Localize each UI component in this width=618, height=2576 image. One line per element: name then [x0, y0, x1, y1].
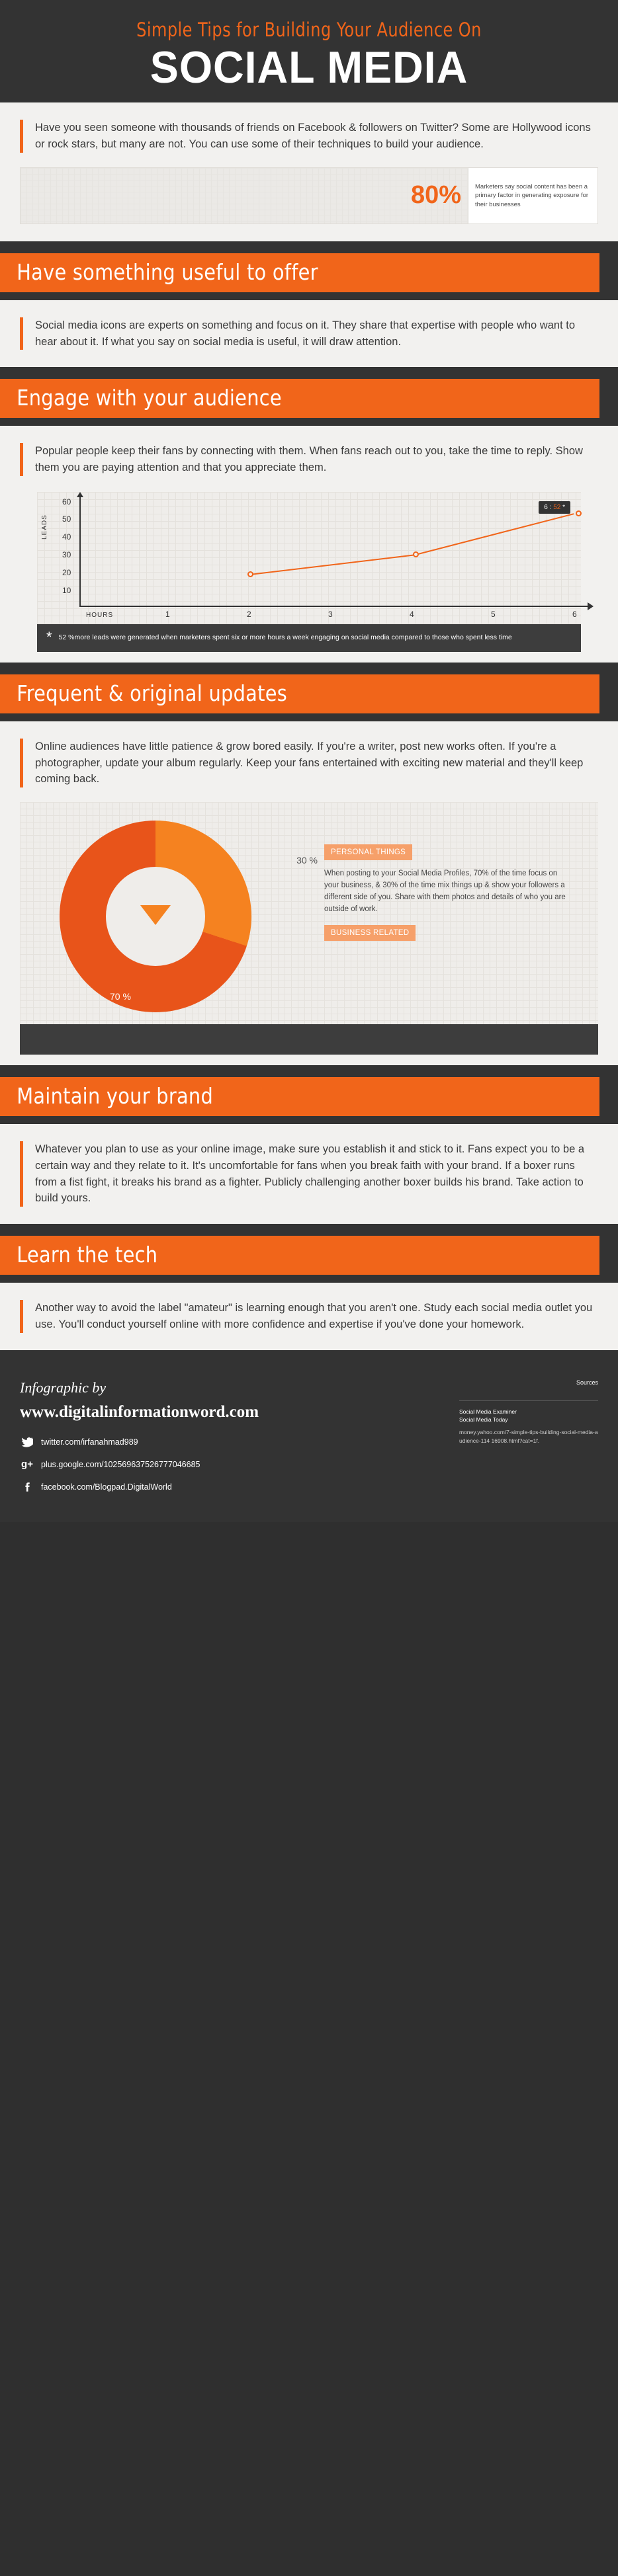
- divider: [0, 418, 618, 426]
- y-axis-label: LEADS: [41, 514, 48, 540]
- header-title: SOCIAL MEDIA: [150, 42, 468, 93]
- divider: [0, 1350, 618, 1362]
- section-panel-tech: [0, 1283, 618, 1350]
- y-tick-20: 20: [62, 567, 71, 577]
- person-icon: [256, 182, 267, 209]
- person-icon: [231, 182, 242, 209]
- section-text-brand: Whatever you plan to use as your online image, make sure you establish it and stick to it. Fans expect you to be a certain way and they relate to it. It's uncomfortable for fans when you break faith with your brand. If a boxer runs from a fist fight, it breaks his brand as a fighter. Publicly challenging another boxer builds his brand. Take action to build yours.: [20, 1141, 598, 1207]
- section-panel-updates: [0, 721, 618, 1065]
- footer-main: [20, 1379, 459, 1502]
- chart-data-point: [413, 551, 419, 557]
- divider: [0, 1116, 618, 1124]
- section-text-tech: Another way to avoid the label "amateur" is learning enough that you aren't one. Study each social media outlet you use. You'll conduct yourself online with more confidence and expertise if you've done your homework.: [20, 1300, 598, 1333]
- donut-graphic: [40, 814, 324, 1019]
- chart-tooltip: [539, 501, 570, 514]
- chart-line-segment: [250, 554, 414, 575]
- donut-label-30: 30 %: [296, 855, 318, 866]
- section-banner-engage: Engage with your audience: [0, 379, 599, 418]
- section-banner-useful: Have something useful to offer: [0, 253, 599, 292]
- y-tick-40: 40: [62, 532, 71, 542]
- source-name-1: Social Media Examiner: [459, 1408, 517, 1415]
- section-panel-useful: [0, 300, 618, 368]
- section-banner-brand: Maintain your brand: [0, 1077, 599, 1116]
- donut-label-70: 70 %: [110, 991, 131, 1002]
- person-icon: [218, 182, 230, 209]
- x-axis: [79, 606, 589, 607]
- footer-byline: Infographic by: [20, 1379, 107, 1396]
- social-label-twitter: twitter.com/irfanahmad989: [41, 1437, 138, 1447]
- x-tick-1: 1: [165, 609, 170, 619]
- section-text-updates: Online audiences have little patience & grow bored easily. If you're a writer, post new works often. If you're a photographer, update your album regularly. Keep your fans entertained with exciting new material and they'll keep coming back.: [20, 739, 598, 787]
- social-link-google-plus[interactable]: [20, 1457, 446, 1472]
- person-icon: [193, 182, 204, 209]
- chart-data-point: [576, 510, 582, 516]
- person-icon: [206, 182, 217, 209]
- posting-mix-donut-chart: [20, 802, 598, 1055]
- divider: [0, 241, 618, 253]
- social-link-twitter[interactable]: [20, 1435, 446, 1449]
- x-tick-3: 3: [328, 609, 333, 619]
- divider: [0, 713, 618, 721]
- chart-footnote-text: 52 %more leads were generated when marketers spent six or more hours a week engaging on social media compared to those who spent less time: [58, 633, 512, 641]
- y-tick-30: 30: [62, 549, 71, 559]
- x-tick-6: 6: [572, 609, 577, 619]
- y-tick-60: 60: [62, 497, 71, 506]
- source-url: money.yahoo.com/7-simple-tips-building-social-media-audience-114 16908.html?cat=1f.: [459, 1429, 598, 1444]
- donut-note: When posting to your Social Media Profiles, 70% of the time focus on your business, & 30% of the time mix things up & show your followers a different side of you. Share with them photos and details of who you are outside of work.: [324, 869, 566, 913]
- chart-plot-area: [37, 492, 581, 624]
- footer: [0, 1362, 618, 1522]
- donut-row: [20, 814, 598, 1019]
- divider: [0, 663, 618, 674]
- person-icon: [93, 182, 104, 209]
- social-link-facebook[interactable]: [20, 1480, 446, 1494]
- stat-percent: 80%: [410, 181, 461, 210]
- y-tick-10: 10: [62, 585, 71, 595]
- divider: [0, 1275, 618, 1283]
- section-panel-brand: [0, 1124, 618, 1224]
- x-tick-5: 5: [491, 609, 496, 619]
- y-tick-50: 50: [62, 514, 71, 524]
- person-icon: [168, 182, 179, 209]
- person-icon: [155, 182, 167, 209]
- x-tick-4: 4: [410, 609, 414, 619]
- social-label-facebook: facebook.com/Blogpad.DigitalWorld: [41, 1482, 172, 1492]
- divider: [0, 1065, 618, 1077]
- footer-sources: [459, 1379, 598, 1502]
- section-banner-tech: Learn the tech: [0, 1236, 599, 1275]
- chart-tooltip-marker: *: [562, 503, 565, 511]
- person-icon: [105, 182, 116, 209]
- divider: [0, 292, 618, 300]
- section-text-engage: Popular people keep their fans by connecting with them. When fans reach out to you, take the time to reply. Show them you are paying attention and that you appreciate them.: [20, 443, 598, 476]
- asterisk-icon: *: [46, 628, 52, 645]
- google-plus-icon: g+: [21, 1459, 33, 1470]
- chart-line-segment: [416, 513, 574, 555]
- intro-text: Have you seen someone with thousands of friends on Facebook & followers on Twitter? Some are Hollywood icons or rock stars, but many are not. You can use some of their techniques to build your audience.: [20, 120, 598, 153]
- person-icon: [67, 182, 79, 209]
- chart-tooltip-sep: :: [549, 503, 554, 511]
- tag-personal-things: PERSONAL THINGS: [324, 844, 412, 860]
- play-triangle-icon: [140, 905, 171, 925]
- source-name-2: Social Media Today: [459, 1416, 508, 1424]
- social-label-google-plus: plus.google.com/102569637526777046685: [41, 1459, 200, 1469]
- x-axis-arrow-icon: [588, 602, 594, 610]
- section-text-useful: Social media icons are experts on something and focus on it. They share that expertise with people who want to hear about it. If what you say on social media is useful, it will draw attention.: [20, 317, 598, 350]
- person-icon: [143, 182, 154, 209]
- source-item: [459, 1408, 598, 1445]
- x-axis-label: HOURS: [86, 611, 114, 619]
- donut-legend: [324, 814, 589, 949]
- section-banner-updates: Frequent & original updates: [0, 674, 599, 713]
- person-icon: [30, 182, 41, 209]
- x-tick-2: 2: [247, 609, 251, 619]
- divider: [0, 367, 618, 379]
- chart-tooltip-x: 6: [544, 503, 548, 511]
- y-axis: [79, 496, 81, 607]
- header-subtitle: Simple Tips for Building Your Audience On: [136, 19, 482, 41]
- sources-divider: [459, 1400, 598, 1401]
- twitter-icon: [20, 1435, 34, 1449]
- person-icon: [269, 182, 280, 209]
- person-icon: [243, 182, 255, 209]
- person-icon: [80, 182, 91, 209]
- footer-website[interactable]: www.digitalinformationword.com: [20, 1402, 259, 1421]
- tag-business-related: BUSINESS RELATED: [324, 925, 416, 941]
- intro-panel: [0, 102, 618, 241]
- person-icon: [118, 182, 129, 209]
- person-icon: [42, 182, 54, 209]
- leads-line-chart: [20, 492, 598, 652]
- sources-title: Sources: [576, 1379, 598, 1386]
- chart-footnote: [37, 624, 581, 652]
- chart-data-point: [247, 571, 253, 577]
- donut-footer-bar: [20, 1024, 598, 1055]
- person-icon: [130, 182, 142, 209]
- chart-tooltip-y: 52: [553, 503, 561, 511]
- stat-note: Marketers say social content has been a primary factor in generating exposure for their businesses: [468, 168, 597, 223]
- divider: [0, 1224, 618, 1236]
- facebook-icon: [20, 1480, 34, 1494]
- people-icon-row: [21, 168, 408, 223]
- header: [0, 0, 618, 102]
- section-panel-engage: [0, 426, 618, 663]
- stat-block: [20, 167, 598, 224]
- person-icon: [55, 182, 66, 209]
- person-icon: [181, 182, 192, 209]
